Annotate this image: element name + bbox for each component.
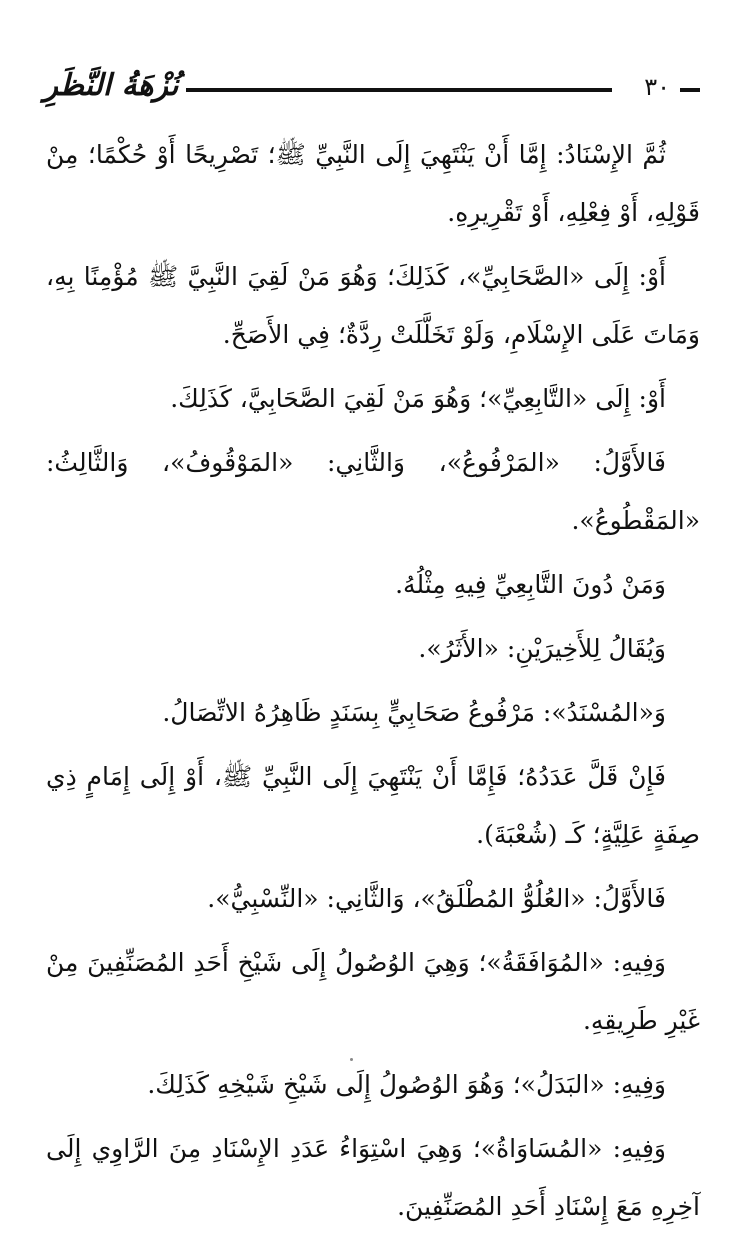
main-text [46,126,700,1242]
header-dash [680,88,700,92]
paragraph-tabii: أَوْ: إِلَى «التَّابِعِيِّ»؛ وَهُوَ مَنْ لَقِيَ الصَّحَابِيَّ، كَذَلِكَ. [170,384,666,413]
paragraph-below-tabii: وَمَنْ دُونَ التَّابِعِيِّ فِيهِ مِثْلُهُ. [395,570,666,599]
paragraph-sahabi: أَوْ: إِلَى «الصَّحَابِيِّ»، كَذَلِكَ؛ وَهُوَ مَنْ لَقِيَ النَّبِيَّ ﷺ مُؤْمِنًا بِهِ، وَمَاتَ عَلَى الإِسْلَامِ، وَلَوْ تَخَلَّلَتْ رِدَّةٌ؛ فِي الأَصَحِّ. [46,262,700,349]
running-title: نُزْهَةُ النَّظَرِ [43,68,179,103]
header-rule [186,88,612,92]
paragraph-uluww: فَالأَوَّلُ: «العُلُوُّ المُطْلَقُ»، وَالثَّانِي: «النِّسْبِيُّ». [207,884,666,913]
paragraph-athar: وَيُقَالُ لِلأَخِيرَيْنِ: «الأَثَرُ». [418,634,666,663]
paragraph-isnad: ثُمَّ الإِسْنَادُ: إِمَّا أَنْ يَنْتَهِيَ إِلَى النَّبِيِّ ﷺ؛ تَصْرِيحًا أَوْ حُكْمًا؛ مِنْ قَوْلِهِ، أَوْ فِعْلِهِ، أَوْ تَقْرِيرِهِ. [46,140,700,227]
page-number: ٣٠ [644,73,670,101]
footer-speck [350,1058,353,1061]
paragraph-marfu-mawquf-maqtu: فَالأَوَّلُ: «المَرْفُوعُ»، وَالثَّانِي: «المَوْقُوفُ»، وَالثَّالِثُ: «المَقْطُوعُ». [46,448,700,535]
paragraph-musnad: وَ«المُسْنَدُ»: مَرْفُوعُ صَحَابِيٍّ بِسَنَدٍ ظَاهِرُهُ الاتِّصَالُ. [162,698,666,727]
paragraph-musawat: وَفِيهِ: «المُسَاوَاةُ»؛ وَهِيَ اسْتِوَاءُ عَدَدِ الإِسْنَادِ مِنَ الرَّاوِي إِلَى آخِرِهِ مَعَ إِسْنَادِ أَحَدِ المُصَنِّفِينَ. [46,1134,700,1221]
page-header [36,66,700,116]
paragraph-few-narrators: فَإِنْ قَلَّ عَدَدُهُ؛ فَإِمَّا أَنْ يَنْتَهِيَ إِلَى النَّبِيِّ ﷺ، أَوْ إِلَى إِمَامٍ ذِي صِفَةٍ عَلِيَّةٍ؛ كَـ (شُعْبَةَ). [46,762,700,849]
paragraph-muwafaqa: وَفِيهِ: «المُوَافَقَةُ»؛ وَهِيَ الوُصُولُ إِلَى شَيْخِ أَحَدِ المُصَنِّفِينَ مِنْ غَيْرِ طَرِيقِهِ. [46,948,700,1035]
paragraph-badal: وَفِيهِ: «البَدَلُ»؛ وَهُوَ الوُصُولُ إِلَى شَيْخِ شَيْخِهِ كَذَلِكَ. [147,1070,666,1099]
